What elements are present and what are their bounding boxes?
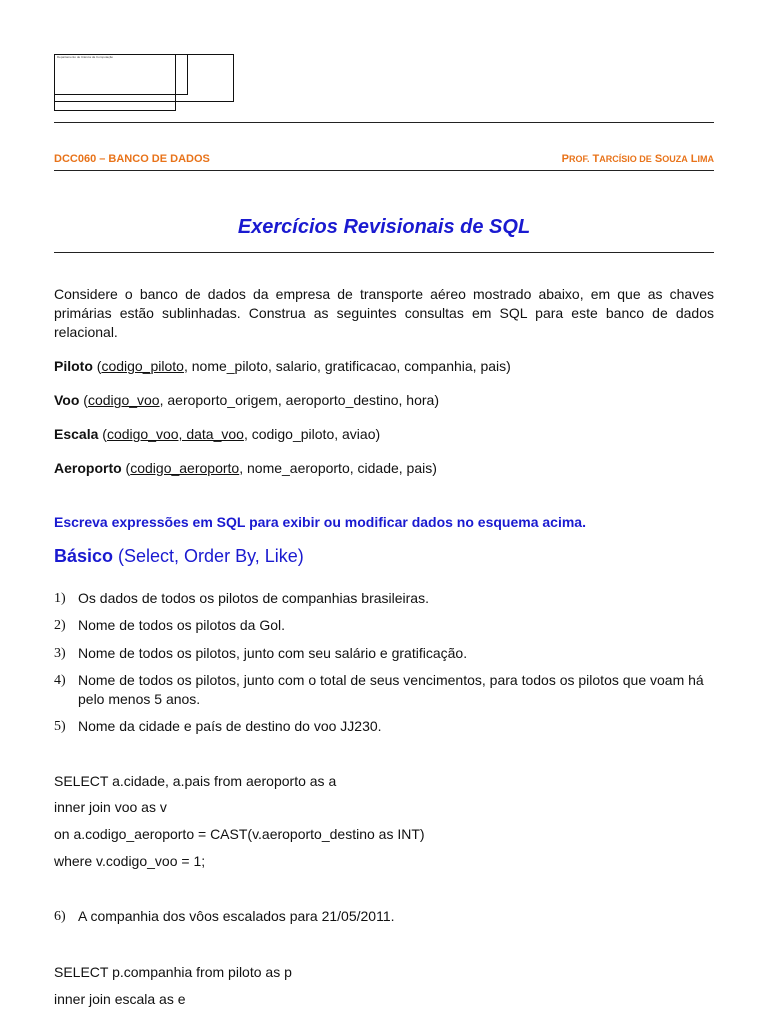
logo-vertical-divider bbox=[187, 54, 188, 94]
professor-name: PROF. TARCÍSIO DE SOUZA LIMA bbox=[561, 153, 714, 165]
exercise-item: 6) A companhia dos vôos escalados para 21/05/2011. bbox=[54, 908, 395, 924]
exercise-item: 1) Os dados de todos os pilotos de companhias brasileiras. bbox=[54, 590, 429, 606]
sql-line: SELECT a.cidade, a.pais from aeroporto as a bbox=[54, 773, 337, 789]
logo-inner-frame bbox=[54, 54, 176, 111]
page-title: Exercícios Revisionais de SQL bbox=[237, 216, 531, 238]
instruction: Escreva expressões em SQL para exibir ou modificar dados no esquema acima. bbox=[54, 514, 586, 530]
exercise-item: 2) Nome de todos os pilotos da Gol. bbox=[54, 617, 286, 633]
sql-line: SELECT p.companhia from piloto as p bbox=[54, 964, 292, 980]
exercise-item: 3) Nome de todos os pilotos, junto com seu salário e gratificação. bbox=[54, 645, 468, 661]
schema-piloto: Piloto (codigo_piloto, nome_piloto, salario, gratificacao, companhia, pais) bbox=[54, 358, 511, 374]
intro-paragraph: Considere o banco de dados da empresa de transporte aéreo mostrado abaixo, em que as chaves primárias estão sublinhadas. Construa as seguintes consultas em SQL para este banco de dados relacional. bbox=[54, 286, 714, 340]
sql-line: on a.codigo_aeroporto = CAST(v.aeroporto_destino as INT) bbox=[54, 826, 425, 842]
course-name: DCC060 – BANCO DE DADOS bbox=[54, 153, 210, 165]
header-rule bbox=[54, 170, 714, 171]
exercise-item: 5) Nome da cidade e país de destino do voo JJ230. bbox=[54, 718, 382, 734]
schema-escala: Escala (codigo_voo, data_voo, codigo_piloto, aviao) bbox=[54, 426, 381, 442]
top-rule bbox=[54, 122, 714, 123]
schema-voo: Voo (codigo_voo, aeroporto_origem, aeroporto_destino, hora) bbox=[54, 392, 439, 408]
section-heading: Básico (Select, Order By, Like) bbox=[54, 546, 304, 566]
schema-aeroporto: Aeroporto (codigo_aeroporto, nome_aeroporto, cidade, pais) bbox=[54, 460, 437, 476]
exercise-item: 4) Nome de todos os pilotos, junto com o total de seus vencimentos, para todos os pilotos que voam há pelo menos 5 anos. bbox=[54, 672, 704, 707]
sql-line: where v.codigo_voo = 1; bbox=[54, 853, 206, 869]
title-rule bbox=[54, 252, 714, 253]
sql-line: inner join voo as v bbox=[54, 799, 167, 815]
logo-divider bbox=[54, 94, 188, 95]
sql-line: inner join escala as e bbox=[54, 991, 186, 1007]
logo-text: Departamento de Ciência da Computação bbox=[57, 55, 114, 59]
